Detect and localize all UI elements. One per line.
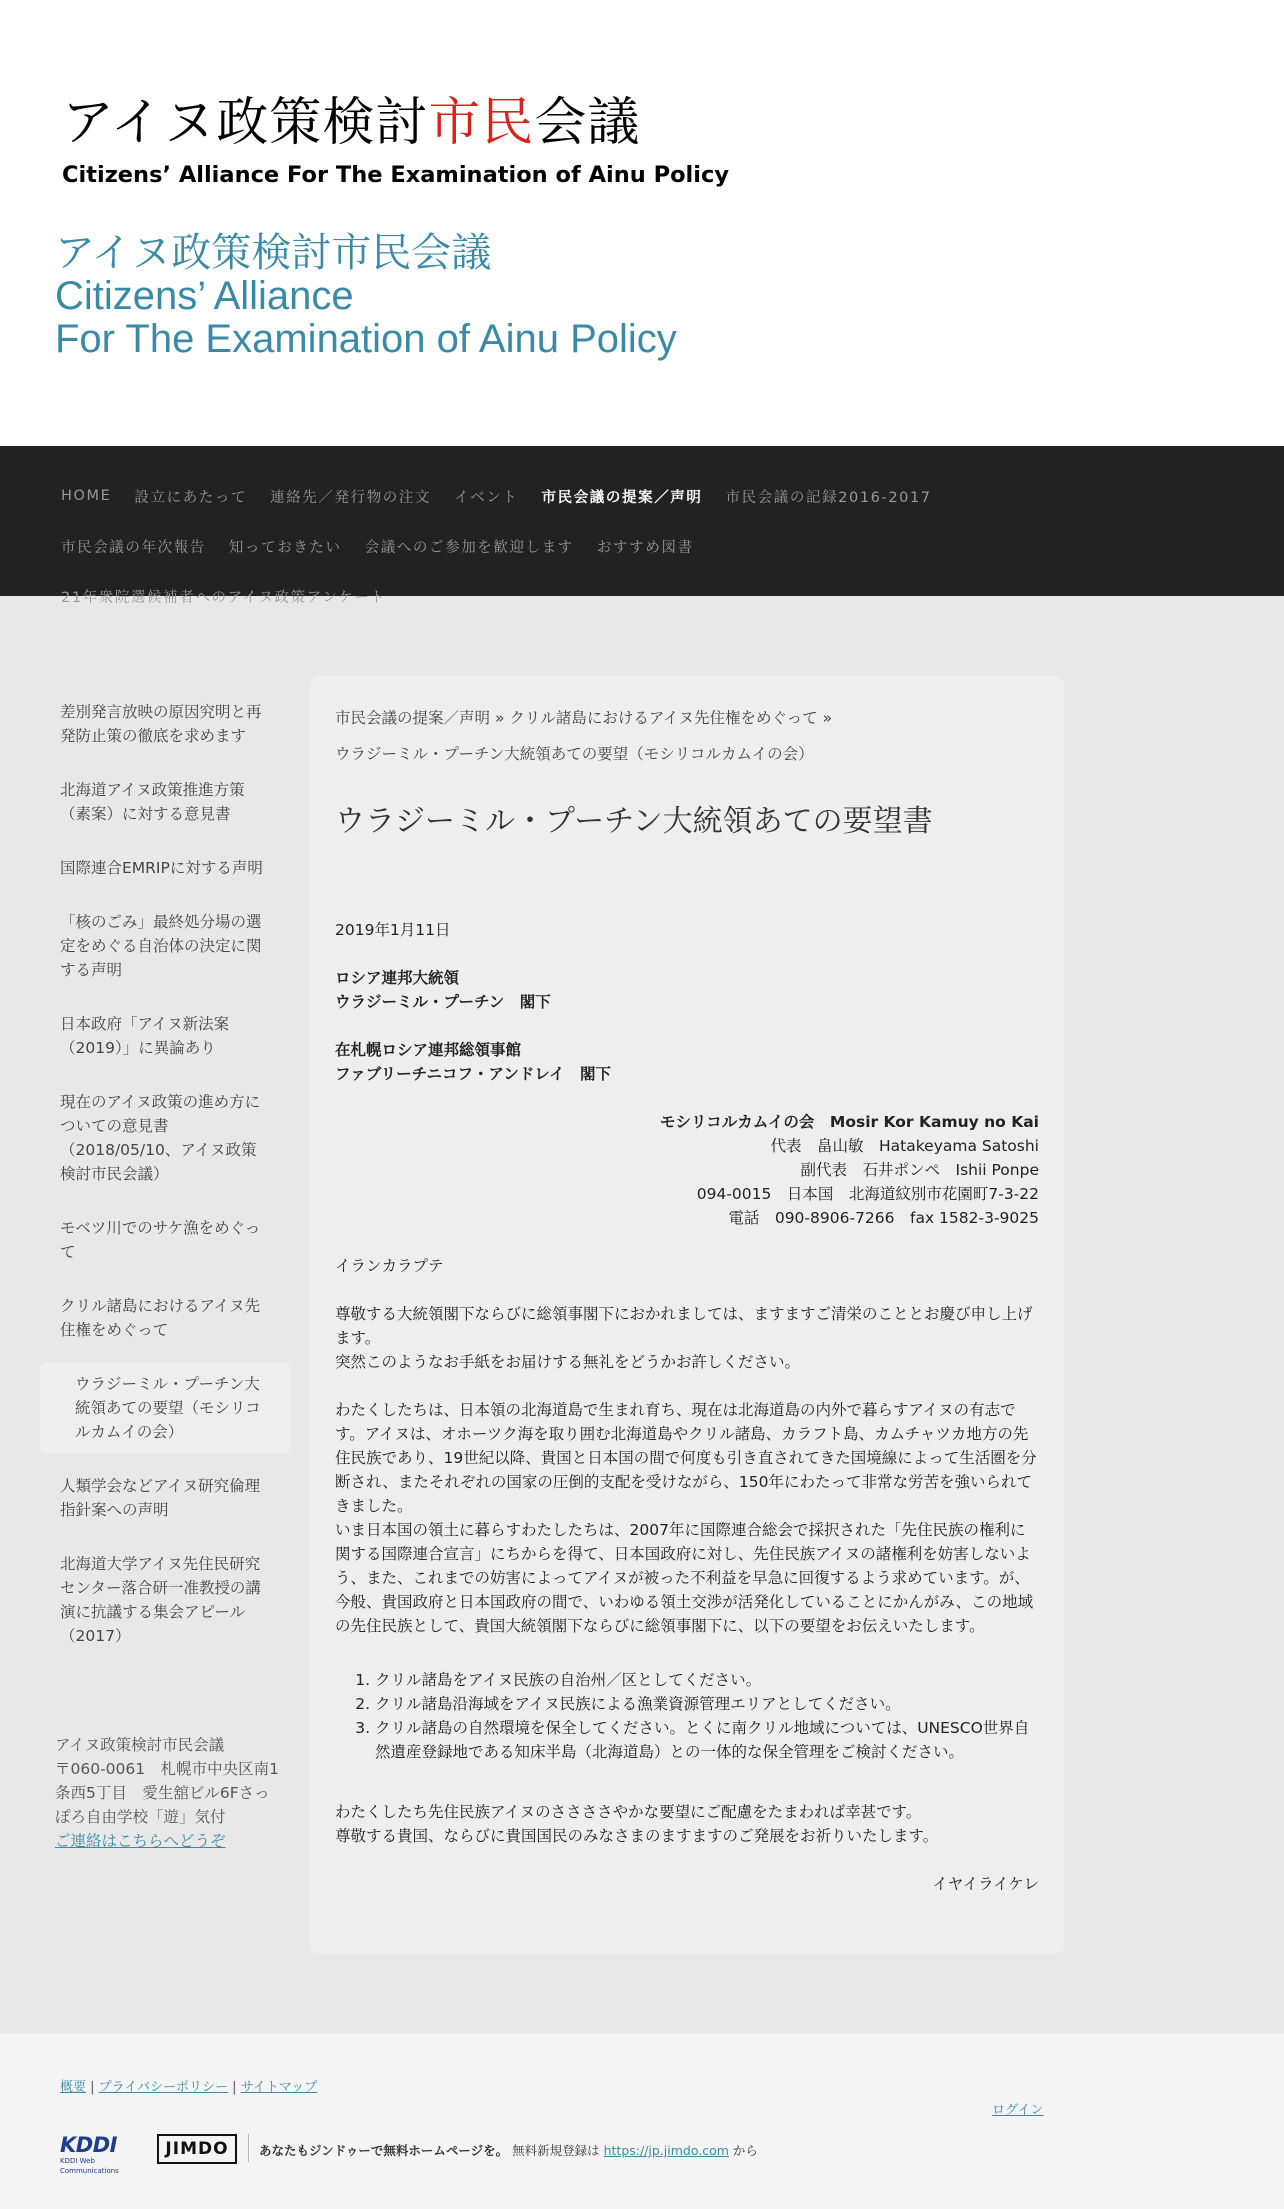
sidebar-address: アイヌ政策検討市民会議 〒060-0061 札幌市中央区南1条西5丁目 愛生舘ビル6Fさっぽろ自由学校「遊」気付 ご連絡はこちらへどうぞ: [55, 1736, 279, 1850]
sidebar-item[interactable]: クリル諸島におけるアイヌ先住権をめぐって: [60, 1297, 261, 1339]
sidebar-item[interactable]: 北海道アイヌ政策推進方策（素案）に対する意見書: [60, 781, 245, 823]
footer-sitemap-link[interactable]: サイトマップ: [240, 2080, 318, 2095]
nav-proposals[interactable]: 市民会議の提案／声明: [541, 489, 703, 506]
contact-link[interactable]: ご連絡はこちらへどうぞ: [55, 1832, 226, 1850]
request-item: 2. クリル諸島沿海域をアイヌ民族による漁業資源管理エリアとしてください。: [375, 1692, 1039, 1716]
main-navigation: [0, 446, 1284, 606]
nav-contact[interactable]: 連絡先／発行物の注文: [270, 489, 432, 506]
request-item: 3. クリル諸島の自然環境を保全してください。とくに南クリル地域については、UNESCO世界自然遺産登録地である知床半島（北海道島）との一体的な保全管理をご検討ください。: [375, 1716, 1039, 1764]
footer-links: 概要 | プライバシーポリシー | サイトマップ: [60, 2080, 318, 2095]
breadcrumb: 市民会議の提案／声明 » クリル諸島におけるアイヌ先住権をめぐって » ウラジーミル・プーチン大統領あての要望（モシリコルカムイの会）: [335, 709, 833, 763]
site-header: [0, 0, 1284, 446]
nav-row-1: [61, 471, 1284, 521]
request-item: 1. クリル諸島をアイヌ民族の自治州／区としてください。: [375, 1668, 1039, 1692]
sidebar-item-active[interactable]: ウラジーミル・プーチン大統領あての要望（モシリコルカムイの会）: [40, 1362, 290, 1454]
sidebar-item[interactable]: 差別発言放映の原因究明と再発防止策の徹底を求めます: [60, 703, 262, 745]
sidebar-item[interactable]: 人類学会などアイヌ研究倫理指針案への声明: [60, 1477, 261, 1519]
main-content: 市民会議の提案／声明 » クリル諸島におけるアイヌ先住権をめぐって » ウラジーミル・プーチン大統領あての要望（モシリコルカムイの会） ウラジーミル・プーチン大統領あての要望書 2019年1月11日 ロシア連邦大統領 ウラジーミル・プーチン 閣下 在札幌ロシア連邦総領事館 ファブリーチニコフ・アンドレイ 閣下 モシリコルカムイの会 Mosir Kor Kamuy no Kai 代表 畠山敏 Hatakeyama Satoshi 副代表 石井ポンペ Ishii Ponpe 094-0015 日本国 北海道紋別市花園町7-3-22 電話 090-8906-7266 fax 1582-3-9025 イランカラプテ 尊敬する大統領閣下ならびに総領事閣下におかれましては、ますますご清栄のこととお慶び申し上げます。 突然このようなお手紙をお届けする無礼をどうかお許しください。 わたくしたちは、日本領の北海道島で生まれ育ち、現在は北海道島の内外で暮らすアイヌの有志です。アイヌは、オホーツク海を取り囲む北海道島やクリル諸島、カラフト島、カムチャツカ地方の先住民族であり、19世紀以降、貴国と日本国の間で何度も引き直されてきた国境線によって生活圏を分断され、またそれぞれの国家の圧倒的支配を受けながら、150年にわたって非常な労苦を強いられてきました。 いま日本国の領土に暮らすわたしたちは、2007年に国際連合総会で採択された「先住民族の権利に関する国際連合宣言」にちからを得て、日本国政府に対し、先住民族アイヌの諸権利を妨害しないよう、また、これまでの妨害によってアイヌが被った不利益を早急に回復するよう求めています。が、今般、貴国政府と日本国政府の間で、いわゆる領土交渉が活発化していることにかんがみ、この地域の先住民族として、貴国大統領閣下ならびに総領事閣下に、以下の要望をお伝えいたします。 1. クリル諸島をアイヌ民族の自治州／区としてください。 2. クリル諸島沿海域をアイヌ民族による漁業資源管理エリアとしてください。 3. クリル諸島の自然環境を保全してください。とくに南クリル地域については、UNESCO世界自然遺産登録地である知床半島（北海道島）との一体的な保全管理をご検討ください。 わたくしたち先住民族アイヌのささささやかな要望にご配慮をたまわれば幸甚です。 尊敬する貴国、ならびに貴国国民のみなさまのますますのご発展をお祈りいたします。 イヤイライケレ: [310, 676, 1064, 1954]
breadcrumb-current[interactable]: ウラジーミル・プーチン大統領あての要望（モシリコルカムイの会）: [335, 745, 814, 763]
sidebar-item[interactable]: 国際連合EMRIPに対する声明: [60, 859, 263, 877]
nav-founding[interactable]: 設立にあたって: [134, 489, 248, 506]
jimdo-logo[interactable]: JIMDO: [157, 2134, 237, 2164]
breadcrumb-proposals[interactable]: 市民会議の提案／声明: [335, 709, 491, 727]
nav-to-know[interactable]: 知っておきたい: [228, 539, 342, 556]
logo-english: Citizens’ Alliance For The Examination of Ainu Policy: [62, 162, 729, 188]
nav-books[interactable]: おすすめ図書: [596, 539, 694, 556]
nav-records[interactable]: 市民会議の記録2016-2017: [725, 489, 932, 506]
nav-annual-report[interactable]: 市民会議の年次報告: [61, 539, 206, 556]
nav-join[interactable]: 会議へのご参加を歓迎します: [364, 539, 574, 556]
footer: [0, 2034, 1284, 2209]
sender-org: モシリコルカムイの会 Mosir Kor Kamuy no Kai: [660, 1113, 1039, 1131]
nav-survey[interactable]: 21年衆院選候補者へのアイヌ政策アンケート: [61, 589, 387, 606]
logo-japanese: アイヌ政策検討市民会議: [62, 93, 641, 153]
sidebar-item[interactable]: モベツ川でのサケ漁をめぐって: [60, 1219, 261, 1261]
kddi-logo[interactable]: KDDI KDDI Web Communications: [60, 2133, 119, 2175]
breadcrumb-kuril[interactable]: クリル諸島におけるアイヌ先住権をめぐって: [509, 709, 818, 727]
sidebar: [40, 690, 290, 1668]
sidebar-item[interactable]: 現在のアイヌ政策の進め方についての意見書（2018/05/10、アイヌ政策検討市民会議）: [60, 1093, 261, 1183]
footer-about-link[interactable]: 概要: [60, 2080, 87, 2095]
site-logo[interactable]: [62, 88, 729, 193]
nav-home[interactable]: HOME: [61, 488, 112, 504]
letter-date: 2019年1月11日: [335, 921, 451, 939]
login-link[interactable]: ログイン: [992, 2103, 1044, 2118]
sidebar-item[interactable]: 北海道大学アイヌ先住民研究センター落合研一准教授の講演に抗議する集会アピール（2017）: [60, 1555, 261, 1645]
signature: イヤイライケレ: [932, 1875, 1039, 1893]
nav-events[interactable]: イベント: [454, 489, 519, 506]
jimdo-promo: あなたもジンドゥーで無料ホームページを。 無料新規登録は https://jp.jimdo.com から: [259, 2143, 758, 2158]
sidebar-item[interactable]: 「核のごみ」最終処分場の選定をめぐる自治体の決定に関する声明: [60, 913, 262, 979]
nav-row-3: [61, 571, 1284, 621]
sidebar-item[interactable]: 日本政府「アイヌ新法案（2019）」に異論あり: [60, 1015, 230, 1057]
nav-row-2: [61, 521, 1284, 571]
request-list: [335, 1668, 1039, 1764]
jimdo-signup-link[interactable]: https://jp.jimdo.com: [603, 2143, 729, 2158]
footer-privacy-link[interactable]: プライバシーポリシー: [98, 2080, 229, 2095]
footer-divider: [248, 2134, 249, 2162]
page-title: ウラジーミル・プーチン大統領あての要望書: [335, 804, 933, 839]
site-title[interactable]: アイヌ政策検討市民会議 Citizens’ Alliance For The Examination of Ainu Policy: [55, 231, 677, 361]
